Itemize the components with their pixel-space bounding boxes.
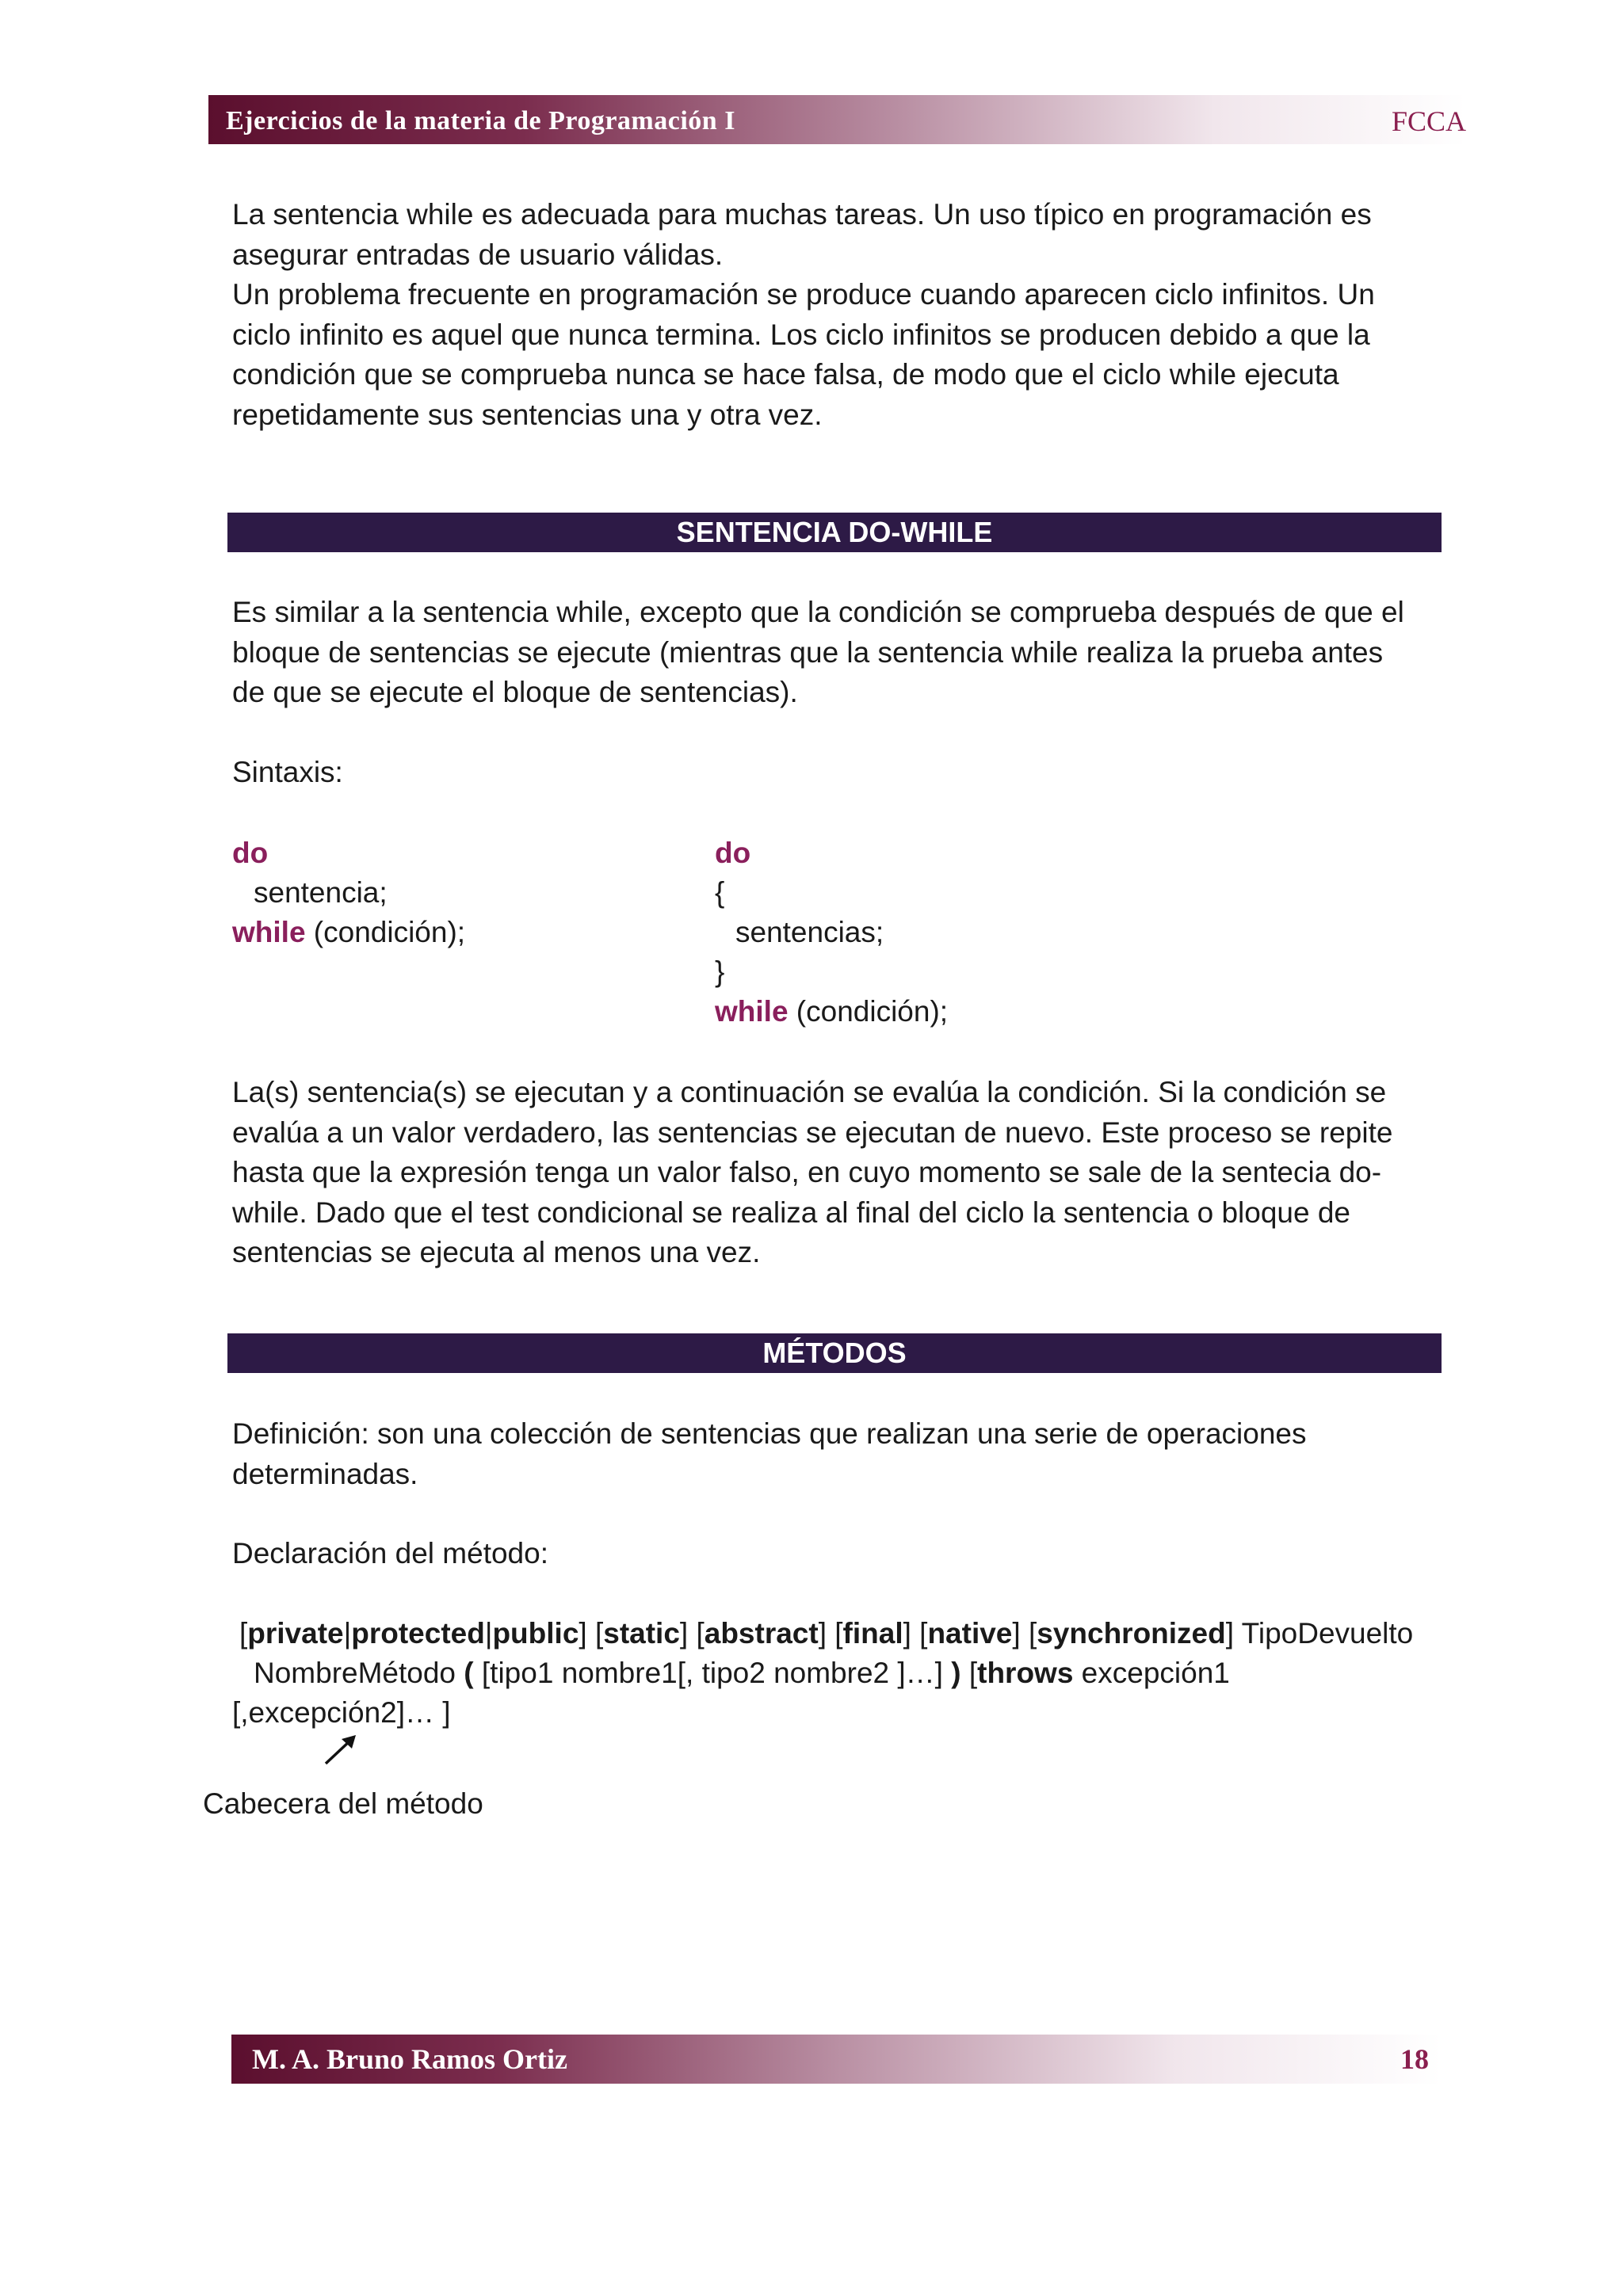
- syntax-left-body: sentencia;: [254, 876, 388, 909]
- text-line: de que se ejecute el bloque de sentencias).: [232, 676, 798, 708]
- text-line: Es similar a la sentencia while, excepto que la condición se comprueba después de que el: [232, 596, 1404, 628]
- text-line: condición que se comprueba nunca se hace falsa, de modo que el ciclo while ejecuta: [232, 358, 1339, 391]
- bracket: [: [960, 1657, 978, 1689]
- text-line: determinadas.: [232, 1457, 418, 1490]
- keyword-while: while: [715, 995, 789, 1028]
- modifier-public: public: [492, 1617, 579, 1650]
- bracket: ] [: [903, 1617, 928, 1650]
- syntax-label: Sintaxis:: [232, 756, 343, 788]
- text-line: La(s) sentencia(s) se ejecutan y a continuación se evalúa la condición. Si la condición se: [232, 1076, 1387, 1108]
- intro-paragraph: [232, 195, 1435, 435]
- text-line: ciclo infinito es aquel que nunca termina. Los ciclo infinitos se producen debido a que la: [232, 318, 1370, 351]
- declaration-line-3: [,excepción2]… ]: [232, 1696, 451, 1729]
- separator: |: [343, 1617, 352, 1650]
- text-line: repetidamente sus sentencias una y otra vez.: [232, 398, 823, 431]
- syntax-right-body: sentencias;: [735, 916, 884, 948]
- modifier-native: native: [927, 1617, 1013, 1650]
- section-heading-metodos: MÉTODOS: [227, 1333, 1442, 1373]
- text-line: sentencias se ejecuta al menos una vez.: [232, 1236, 761, 1268]
- declaration-label: Declaración del método:: [232, 1537, 548, 1569]
- syntax-right-do: do: [715, 837, 751, 869]
- modifier-static: static: [603, 1617, 680, 1650]
- text-line: while. Dado que el test condicional se realiza al final del ciclo la sentencia o bloque de: [232, 1196, 1350, 1229]
- paren-close: ): [951, 1657, 961, 1689]
- metodos-definition: [232, 1414, 1435, 1494]
- syntax-left-do: do: [232, 837, 269, 869]
- syntax-right-close-brace: }: [715, 955, 725, 988]
- bracket: ] [: [1012, 1617, 1037, 1650]
- return-type: ] TipoDevuelto: [1225, 1617, 1414, 1650]
- bracket: [: [239, 1617, 248, 1650]
- modifier-synchronized: synchronized: [1037, 1617, 1226, 1650]
- modifier-protected: protected: [351, 1617, 485, 1650]
- keyword-throws: throws: [977, 1657, 1074, 1689]
- text-line: Definición: son una colección de sentencias que realizan una serie de operaciones: [232, 1417, 1307, 1450]
- text-line: hasta que la expresión tenga un valor falso, en cuyo momento se sale de la sentecia do-: [232, 1156, 1382, 1188]
- text-line: La sentencia while es adecuada para muchas tareas. Un uso típico en programación es: [232, 198, 1372, 231]
- text-line: bloque de sentencias se ejecute (mientras que la sentencia while realiza la prueba antes: [232, 635, 1384, 669]
- parameters: [tipo1 nombre1[, tipo2 nombre2 ]…]: [473, 1657, 952, 1689]
- bracket: ] [: [818, 1617, 843, 1650]
- modifier-private: private: [247, 1617, 344, 1650]
- declaration-line-1: [239, 1614, 1413, 1653]
- header-faculty: FCCA: [1391, 105, 1466, 137]
- header-caption: Cabecera del método: [203, 1787, 483, 1820]
- section-heading-dowhile: SENTENCIA DO-WHILE: [227, 513, 1442, 552]
- keyword-while: while: [232, 916, 306, 948]
- exception-1: excepción1: [1073, 1657, 1230, 1689]
- dowhile-explanation: [232, 1073, 1435, 1273]
- declaration-line-2: [254, 1653, 1230, 1693]
- syntax-right-open-brace: {: [715, 876, 725, 909]
- method-name: NombreMétodo: [254, 1657, 464, 1689]
- text-line: evalúa a un valor verdadero, las sentencias se ejecutan de nuevo. Este proceso se repite: [232, 1116, 1393, 1149]
- condition-text: (condición);: [788, 995, 949, 1028]
- syntax-right-while-line: [715, 992, 948, 1032]
- separator: |: [484, 1617, 493, 1650]
- page-number: 18: [1400, 2043, 1429, 2075]
- bracket: ] [: [579, 1617, 604, 1650]
- text-line: asegurar entradas de usuario válidas.: [232, 238, 724, 271]
- text-line: Un problema frecuente en programación se produce cuando aparecen ciclo infinitos. Un: [232, 278, 1375, 311]
- footer-author: M. A. Bruno Ramos Ortiz: [252, 2043, 567, 2075]
- dowhile-description: [232, 593, 1435, 713]
- bracket: ] [: [679, 1617, 705, 1650]
- syntax-left-while-line: [232, 913, 465, 952]
- paren-open: (: [464, 1657, 474, 1689]
- modifier-final: final: [842, 1617, 903, 1650]
- modifier-abstract: abstract: [704, 1617, 819, 1650]
- header-title: Ejercicios de la materia de Programación I: [226, 106, 735, 135]
- arrow-icon: [321, 1732, 361, 1768]
- condition-text: (condición);: [305, 916, 466, 948]
